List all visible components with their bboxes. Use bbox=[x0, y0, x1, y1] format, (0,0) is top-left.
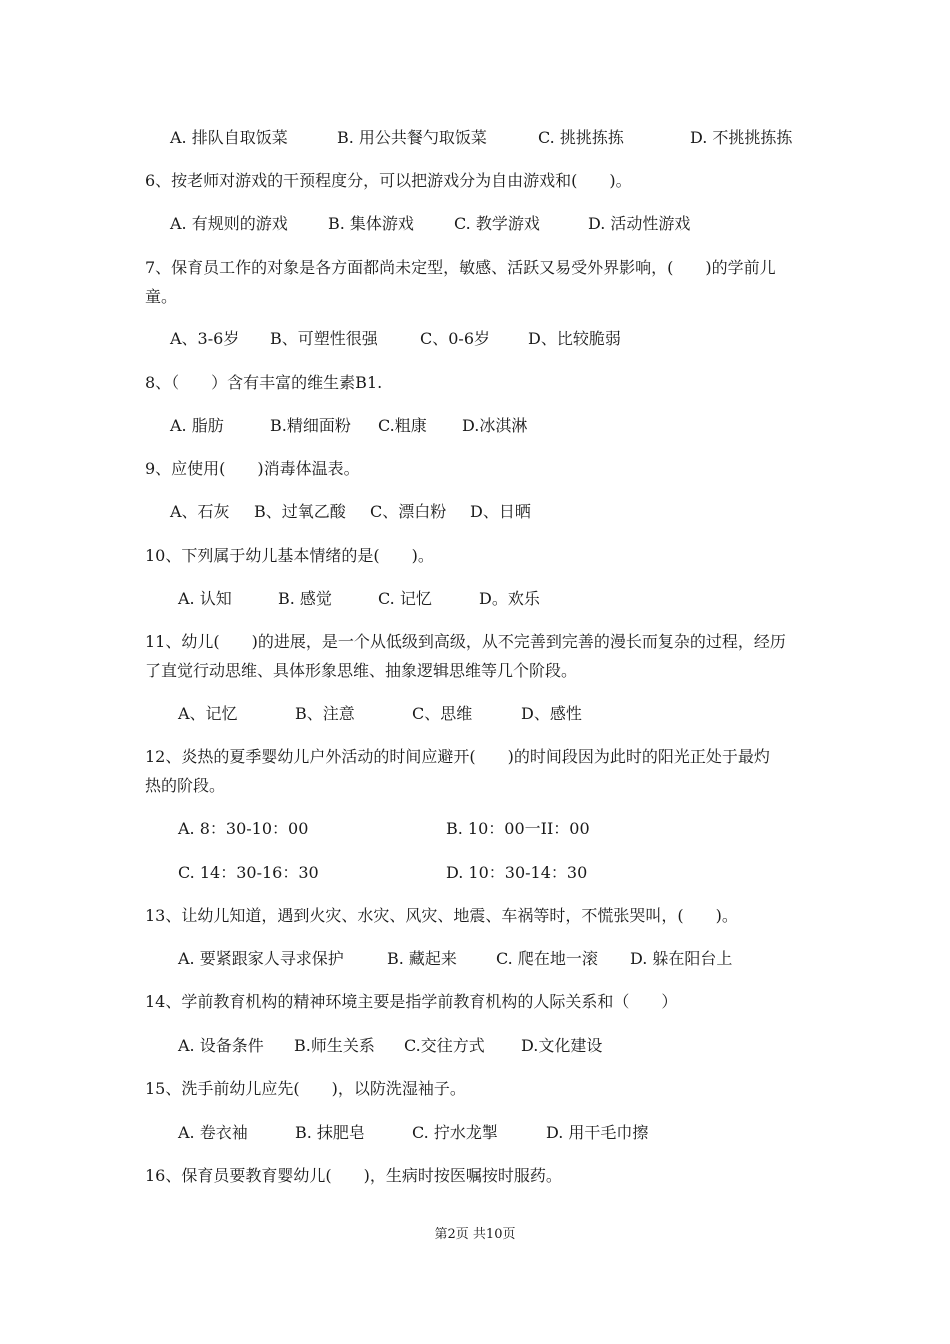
q13-stem: 13、让幼儿知道，遇到火灾、水灾、风灾、地震、车祸等时，不慌张哭叫，( )。 bbox=[145, 906, 738, 925]
q6-stem: 6、按老师对游戏的干预程度分，可以把游戏分为自由游戏和( )。 bbox=[145, 171, 632, 190]
q14-option-c: C.交往方式 bbox=[404, 1036, 485, 1055]
q7-stem-line-2: 童。 bbox=[145, 287, 178, 306]
q13-option-b: B. 藏起来 bbox=[387, 949, 457, 968]
q8-option-b: B.精细面粉 bbox=[270, 416, 351, 435]
q5-option-b: B. 用公共餐勺取饭菜 bbox=[337, 128, 487, 147]
q5-option-d: D. 不挑挑拣拣 bbox=[690, 128, 793, 147]
q15-option-a: A. 卷衣袖 bbox=[178, 1123, 248, 1142]
q11-stem-line-2: 了直觉行动思维、具体形象思维、抽象逻辑思维等几个阶段。 bbox=[145, 661, 578, 680]
q14-stem: 14、学前教育机构的精神环境主要是指学前教育机构的人际关系和（ ） bbox=[145, 992, 678, 1011]
q12-option-c: C. 14：30-16：30 bbox=[178, 863, 319, 882]
q7-option-c: C、0-6岁 bbox=[420, 329, 491, 348]
q7-option-b: B、可塑性很强 bbox=[270, 329, 378, 348]
q8-option-c: C.粗康 bbox=[378, 416, 427, 435]
q14-option-a: A. 设备条件 bbox=[178, 1036, 264, 1055]
q7-option-d: D、比较脆弱 bbox=[528, 329, 621, 348]
q14-option-b: B.师生关系 bbox=[294, 1036, 375, 1055]
q12-option-a: A. 8：30-10：00 bbox=[178, 819, 309, 838]
q14-option-d: D.文化建设 bbox=[521, 1036, 603, 1055]
q12-option-d: D. 10：30-14：30 bbox=[446, 863, 588, 882]
q5-option-c: C. 挑挑拣拣 bbox=[538, 128, 624, 147]
q13-option-a: A. 要紧跟家人寻求保护 bbox=[178, 949, 344, 968]
q11-option-a: A、记忆 bbox=[178, 704, 238, 723]
q10-option-a: A. 认知 bbox=[178, 589, 232, 608]
q15-option-b: B. 抹肥皂 bbox=[295, 1123, 365, 1142]
q12-stem-line-2: 热的阶段。 bbox=[145, 776, 226, 795]
q8-option-d: D.冰淇淋 bbox=[462, 416, 528, 435]
q10-option-b: B. 感觉 bbox=[278, 589, 332, 608]
q9-stem: 9、应使用( )消毒体温表。 bbox=[145, 459, 360, 478]
q9-option-a: A、石灰 bbox=[170, 502, 230, 521]
q8-option-a: A. 脂肪 bbox=[170, 416, 224, 435]
q12-option-b: B. 10：00一II：00 bbox=[446, 819, 590, 838]
page-footer: 第2页 共10页 bbox=[434, 1227, 516, 1242]
q13-option-d: D. 躲在阳台上 bbox=[630, 949, 733, 968]
q8-stem: 8、（ ）含有丰富的维生素B1. bbox=[145, 373, 383, 392]
q15-stem: 15、洗手前幼儿应先( )，以防洗湿袖子。 bbox=[145, 1079, 466, 1098]
q11-option-b: B、注意 bbox=[295, 704, 355, 723]
q6-option-b: B. 集体游戏 bbox=[328, 214, 414, 233]
q10-option-c: C. 记忆 bbox=[378, 589, 432, 608]
q11-option-d: D、感性 bbox=[521, 704, 582, 723]
q10-stem: 10、下列属于幼儿基本情绪的是( )。 bbox=[145, 546, 434, 565]
q11-stem-line-1: 11、幼儿( )的进展，是一个从低级到高级，从不完善到完善的漫长而复杂的过程，经历 bbox=[145, 632, 786, 651]
q11-option-c: C、思维 bbox=[412, 704, 473, 723]
q13-option-c: C. 爬在地一滚 bbox=[496, 949, 598, 968]
q12-stem-line-1: 12、炎热的夏季婴幼儿户外活动的时间应避开( )的时间段因为此时的阳光正处于最灼 bbox=[145, 747, 770, 766]
q15-option-d: D. 用干毛巾擦 bbox=[546, 1123, 649, 1142]
q7-stem-line-1: 7、保育员工作的对象是各方面都尚未定型，敏感、活跃又易受外界影响，( )的学前儿 bbox=[145, 258, 776, 277]
q9-option-c: C、漂白粉 bbox=[370, 502, 447, 521]
q6-option-a: A. 有规则的游戏 bbox=[170, 214, 288, 233]
q16-stem: 16、保育员要教育婴幼儿( )，生病时按医嘱按时服药。 bbox=[145, 1166, 562, 1185]
q7-option-a: A、3-6岁 bbox=[170, 329, 240, 348]
q6-option-c: C. 教学游戏 bbox=[454, 214, 540, 233]
q9-option-d: D、日晒 bbox=[470, 502, 531, 521]
q5-option-a: A. 排队自取饭菜 bbox=[170, 128, 288, 147]
q15-option-c: C. 拧水龙掣 bbox=[412, 1123, 498, 1142]
q9-option-b: B、过氧乙酸 bbox=[254, 502, 346, 521]
q6-option-d: D. 活动性游戏 bbox=[588, 214, 691, 233]
q10-option-d: D。欢乐 bbox=[479, 589, 540, 608]
